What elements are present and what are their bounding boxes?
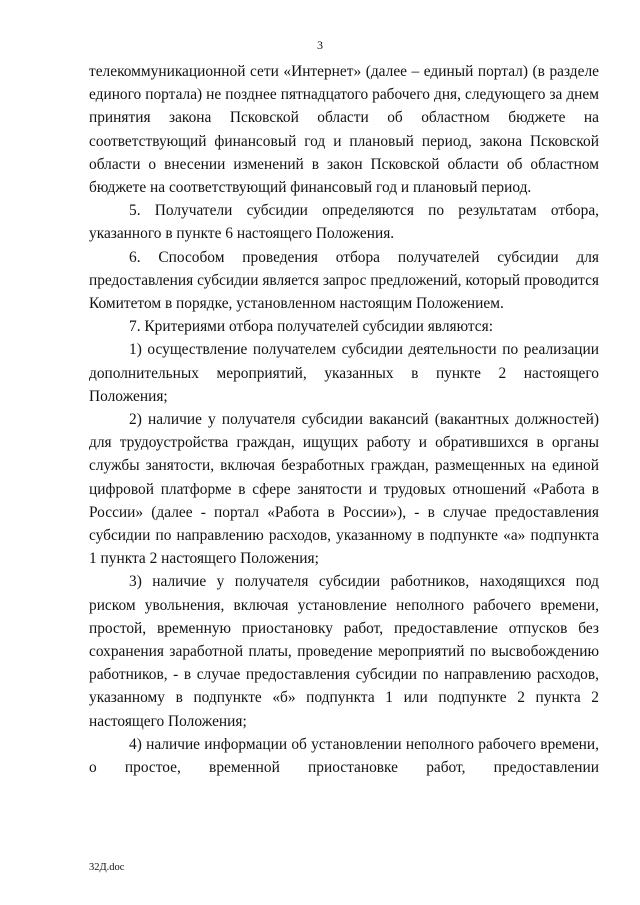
criterion-4: 4) наличие информации об установлении неполного рабочего времени, о простое, временной приостановке работ, предоставлении: [89, 735, 599, 777]
criterion-1: 1) осуществление получателем субсидии деятельности по реализации дополнительных мероприятий, указанных в пункте 2 настоящего Положения;: [89, 341, 599, 405]
paragraph-continuation: телекоммуникационной сети «Интернет» (далее – единый портал) (в разделе единого портала) не позднее пятнадцатого рабочего дня, следующего за днем принятия закона Псковской области об областном бюджете на соответствующий финансовый год и плановый период, закона Псковской области о внесении изменений в закон Псковской области об областном бюджете на соответствующий финансовый год и плановый период.: [89, 63, 599, 197]
file-name-footer: 32Д.doc: [89, 862, 125, 873]
paragraph-item-5: 5. Получатели субсидии определяются по результатам отбора, указанного в пункте 6 настоящего Положения.: [89, 202, 599, 243]
paragraph-item-6: 6. Способом проведения отбора получателей субсидии для предоставления субсидии является запрос предложений, который проводится Комитетом в порядке, установленном настоящим Положением.: [89, 248, 599, 313]
criterion-2: 2) наличие у получателя субсидии вакансий (вакантных должностей) для трудоустройства граждан, ищущих работу и обратившихся в органы службы занятости, включая безработных граждан, размещенных на единой цифровой платформе в сфере занятости и трудовых отношений «Работа в России» (далее - портал «Работа в России»), - в случае предоставления субсидии по направлению расходов, указанному в подпункте «а» подпункта 1 пункта 2 настоящего Положения;: [89, 411, 599, 568]
document-body: [89, 60, 599, 779]
paragraph-item-7: 7. Критериями отбора получателей субсидии являются:: [129, 318, 493, 336]
criterion-3: 3) наличие у получателя субсидии работников, находящихся под риском увольнения, включая установление неполного рабочего времени, простой, временную приостановку работ, предоставление отпусков без сохранения заработной платы, проведение мероприятий по высвобождению работников, - в случае предоставления субсидии по направлению расходов, указанному в подпункте «б» подпункта 1 или подпункте 2 пункта 2 настоящего Положения;: [89, 573, 599, 730]
page-number: 3: [317, 38, 323, 52]
